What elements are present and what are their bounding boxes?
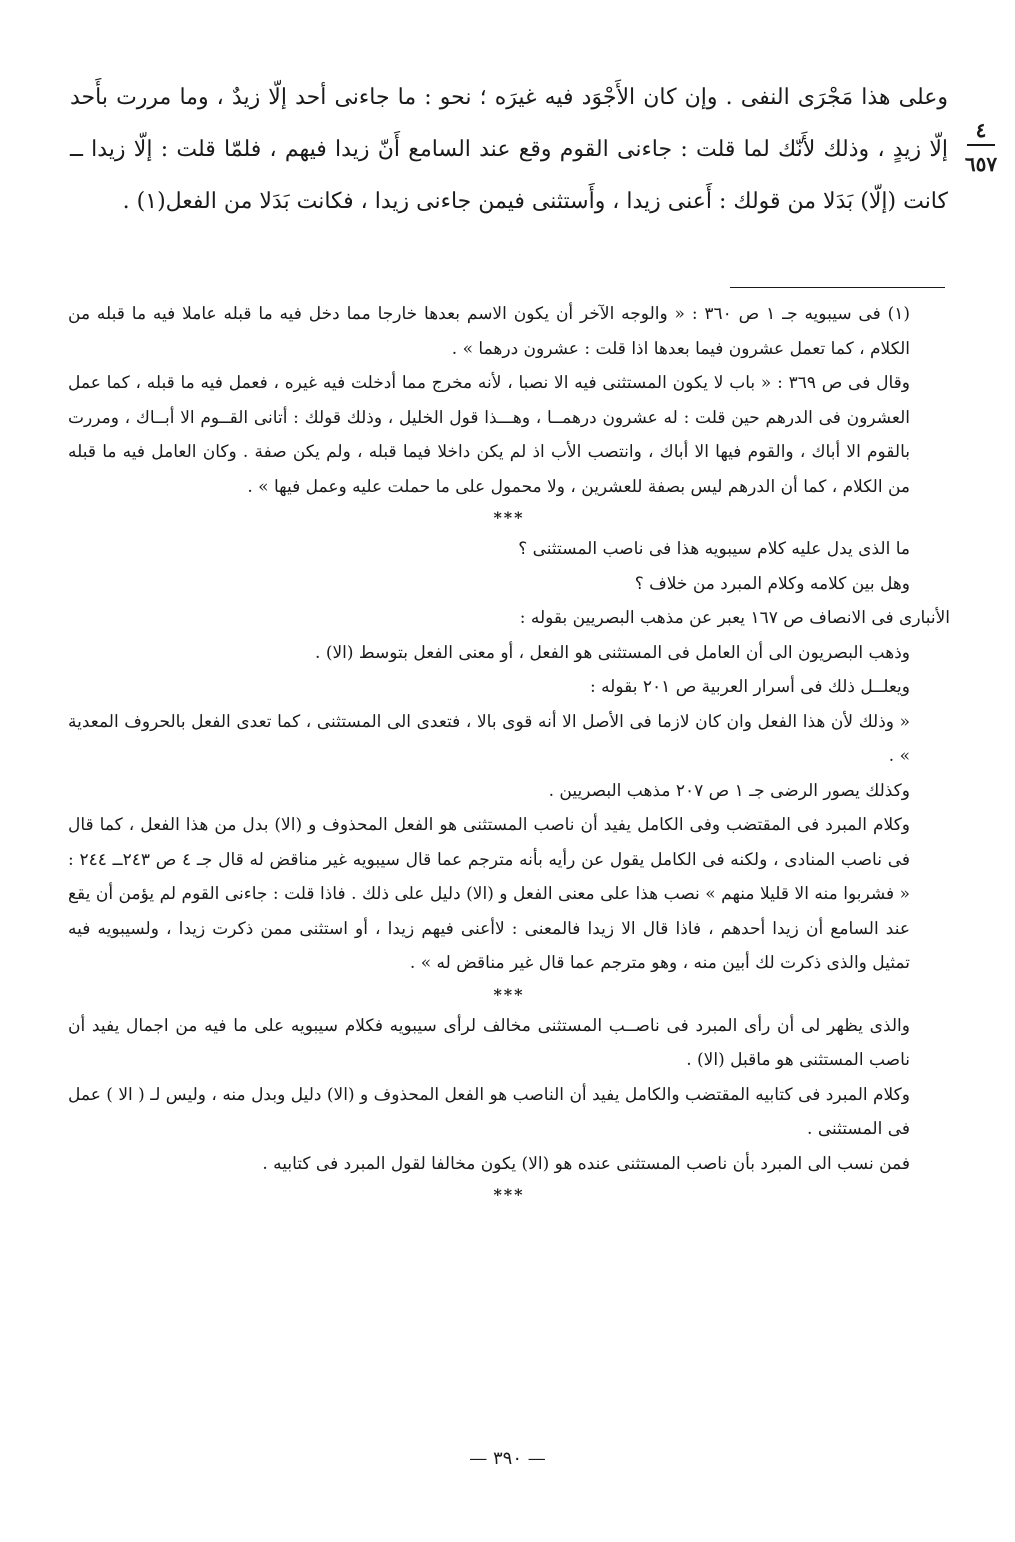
- commentary-paragraph: فمن نسب الى المبرد بأن ناصب المستثنى عنده هو (الا) يكون مخالفا لقول المبرد فى كتابيه .: [262, 1153, 910, 1174]
- commentary-paragraph: وذهب البصريون الى أن العامل فى المستثنى هو الفعل ، أو معنى الفعل بتوسط (الا) .: [315, 642, 910, 663]
- commentary-paragraph: وكذلك يصور الرضى جـ ١ ص ٢٠٧ مذهب البصريين .: [548, 780, 910, 801]
- commentary-paragraph: وهل بين كلامه وكلام المبرد من خلاف ؟: [634, 573, 910, 594]
- main-paragraph: وعلى هذا مَجْرَى النفى . وإن كان الأَجْوَد فيه غيرَه ؛ نحو : ما جاءنى أحد إلّا زيدٌ ، وما مررت بأَحد إلّا زيدٍ ، وذلك لأَنّك لما قلت : جاءنى القوم وقع عند السامع أَنّ زيدا فيهم ، فلمّا قلت : إلّا زيدا ــ كانت (إلّا) بَدَلا من قولك : أَعنى زيدا ، وأَستثنى فيمن جاءنى زيدا ، فكانت بَدَلا من الفعل(١) .: [70, 85, 948, 214]
- commentary-paragraph: الأنبارى فى الانصاف ص ١٦٧ يعبر عن مذهب البصريين بقوله :: [519, 608, 950, 628]
- page-number: — ٣٩٠ —: [469, 1448, 546, 1469]
- section-separator: ***: [493, 508, 525, 527]
- commentary-paragraph: وكلام المبرد فى المقتضب وفى الكامل يفيد أن ناصب المستثنى هو الفعل المحذوف و (الا) بدل من هذا الفعل ، كما قال فى ناصب المنادى ، ولكنه فى الكامل يقول عن رأيه بأنه مترجم عما قال سيبويه غير مناقض له قال جـ ٤ ص ٢٤٣ــ ٢٤٤ : « فشربوا منه الا قليلا منهم » نصب هذا على معنى الفعل و (الا) دليل على ذلك . فاذا قلت : جاءنى القوم لم يؤمن أن يقع عند السامع أن زيدا أحدهم ، فاذا قال الا زيدا فالمعنى : لاأعنى فيهم زيدا ، أو استثنى ممن ذكرت زيدا ، ولسيبويه فيه تمثيل والذى ذكرت لك أبين منه ، وهو مترجم عما قال غير مناقض له » .: [68, 815, 910, 973]
- margin-reference-page: ٦٥٧: [964, 152, 998, 176]
- margin-reference-volume: ٤: [967, 118, 995, 146]
- commentary-paragraph: وكلام المبرد فى كتابيه المقتضب والكامل يفيد أن الناصب هو الفعل المحذوف و (الا) دليل وبدل منه ، وليس لـ ( الا ) عمل فى المستثنى .: [68, 1084, 910, 1139]
- section-separator: ***: [493, 984, 525, 1004]
- commentary-paragraph: (١) فى سيبويه جـ ١ ص ٣٦٠ : « والوجه الآخر أن يكون الاسم بعدها خارجا مما دخل فيه ما قبله عاملا فيه ما قبله من الكلام ، كما تعمل عشرون فيما بعدها اذا قلت : عشرون درهما » .: [68, 304, 910, 359]
- commentary-paragraph: « وذلك لأن هذا الفعل وان كان لازما فى الأصل الا أنه قوى بالا ، فتعدى الى المستثنى ، كما تعدى الفعل بالحروف المعدية » .: [68, 711, 910, 766]
- main-text-block: [70, 72, 948, 228]
- commentary-paragraph: والذى يظهر لى أن رأى المبرد فى ناصــب المستثنى مخالف لرأى سيبويه فكلام سيبويه على ما فيه من اجمال يفيد أن ناصب المستثنى هو ماقبل (الا) .: [68, 1015, 910, 1070]
- commentary-paragraph: ما الذى يدل عليه كلام سيبويه هذا فى ناصب المستثنى ؟: [518, 539, 910, 559]
- commentary-paragraph: وقال فى ص ٣٦٩ : « باب لا يكون المستثنى فيه الا نصبا ، لأنه مخرج مما أدخلت فيه غيره ، فعمل فيه ما قبله ، كما عمل العشرون فى الدرهم حين قلت : له عشرون درهمــا ، وهـــذا قول الخليل ، وذلك قولك : أتانى القــوم الا أبــاك ، ومررت بالقوم الا أباك ، والقوم فيها الا أباك ، وانتصب الأب اذ لم يكن داخلا فيما قبله ، ولم يكن صفة . وكان العامل فيه ما قبله من الكلام ، كما أن الدرهم ليس بصفة للعشرين ، ولا محمول على ما حملت عليه وعمل فيها » .: [68, 373, 910, 497]
- commentary-paragraph: ويعلــل ذلك فى أسرار العربية ص ٢٠١ بقوله :: [589, 677, 910, 697]
- footnote-divider: [730, 287, 945, 288]
- footnotes-commentary: [68, 297, 950, 1209]
- section-separator: ***: [493, 1185, 525, 1204]
- margin-reference: [955, 118, 1007, 176]
